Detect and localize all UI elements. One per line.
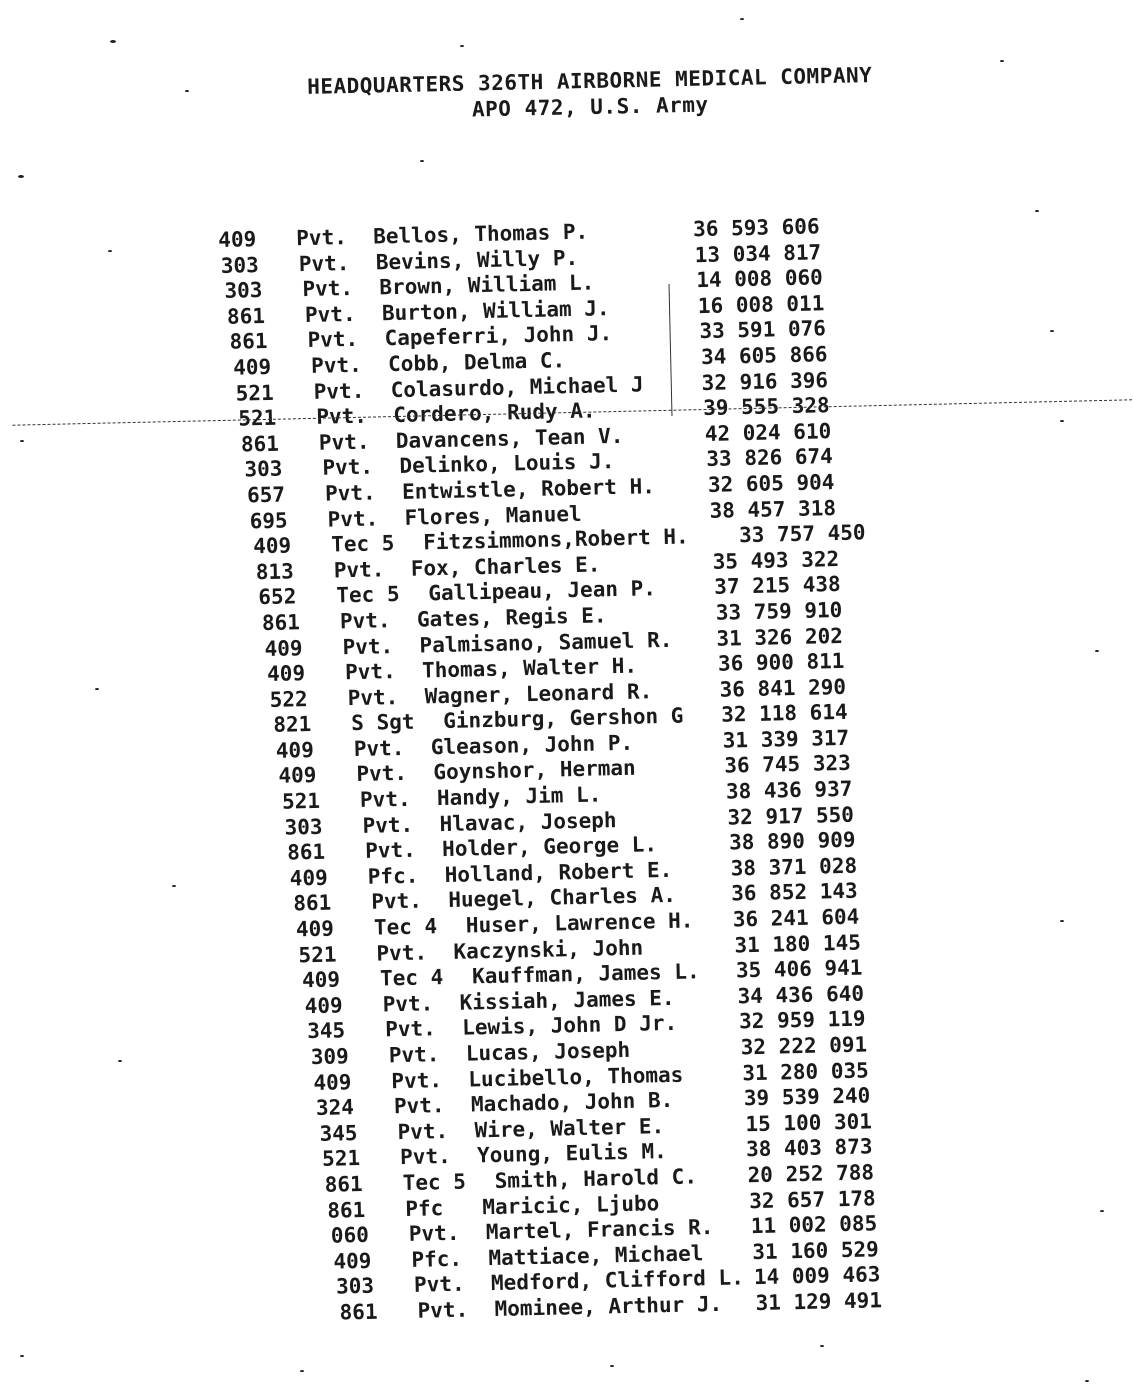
roster-serial: 14 008 060 (696, 265, 823, 293)
roster-rank: Pvt. (324, 480, 376, 506)
roster-name: Flores, Manuel (404, 501, 582, 530)
roster-serial: 38 436 937 (725, 776, 853, 804)
roster-name: Davancens, Tean V. (395, 423, 624, 453)
roster-name: Burton, William J. (381, 295, 610, 326)
roster-code: 309 (310, 1044, 350, 1070)
roster-code: 409 (301, 967, 341, 993)
roster-code: 521 (281, 788, 321, 814)
scan-speck (1085, 1380, 1089, 1382)
roster-rank: Pvt. (344, 659, 396, 685)
scan-speck (118, 1060, 122, 1062)
roster-code: 303 (244, 456, 283, 482)
roster-name: Cordero, Rudy A. (393, 398, 596, 428)
roster-code: 521 (321, 1146, 361, 1172)
roster-code: 861 (229, 329, 268, 355)
roster-rank: Pvt. (307, 327, 359, 353)
header-subtitle: APO 472, U.S. Army (471, 92, 709, 122)
roster-name: Smith, Harold C. (494, 1164, 698, 1193)
roster-code: 521 (235, 380, 274, 406)
roster-name: Goynshor, Herman (433, 756, 636, 785)
roster-rank: Tec 5 (330, 531, 395, 557)
roster-serial: 16 008 011 (697, 291, 825, 318)
roster-serial: 32 917 550 (727, 802, 855, 830)
roster-serial: 31 326 202 (716, 623, 844, 651)
scan-speck (185, 90, 189, 92)
roster-name: Martel, Francis R. (485, 1215, 714, 1245)
roster-code: 813 (255, 559, 295, 584)
roster-serial: 11 002 085 (750, 1211, 878, 1239)
scan-speck (1060, 420, 1064, 422)
roster-name: Fox, Charles E. (410, 552, 601, 581)
roster-code: 652 (258, 584, 297, 610)
scan-speck (1000, 60, 1004, 62)
roster-code: 409 (333, 1248, 372, 1274)
roster-name: Holland, Robert E. (444, 857, 673, 887)
scan-speck (18, 175, 24, 178)
document-header (180, 59, 1001, 128)
roster-name: Brown, William L. (379, 270, 595, 300)
roster-name: Gallipeau, Jean P. (428, 576, 657, 606)
scan-speck (460, 45, 464, 47)
roster-rank: Pvt. (397, 1118, 449, 1144)
roster-code: 861 (293, 891, 332, 916)
roster-serial: 38 403 873 (745, 1134, 873, 1162)
roster-serial: 35 406 941 (735, 955, 863, 983)
roster-code: 521 (298, 942, 337, 967)
scan-speck (820, 1345, 824, 1347)
roster-rank: Pvt. (413, 1272, 465, 1298)
roster-serial: 36 852 143 (730, 879, 858, 906)
roster-serial: 32 605 904 (707, 470, 835, 497)
roster-rank: Pvt. (382, 991, 434, 1017)
roster-code: 409 (232, 354, 272, 380)
scan-speck (420, 160, 424, 162)
roster-code: 521 (238, 405, 277, 431)
scan-speck (610, 1365, 614, 1367)
roster-serial: 36 593 606 (692, 214, 820, 242)
roster-name: Colasurdo, Michael J (390, 371, 644, 402)
roster-name: Ginzburg, Gershon G (442, 703, 684, 734)
roster-rank: Pvt. (333, 557, 385, 583)
roster-rank: Pfc. (367, 863, 419, 889)
roster-rank: Pvt. (371, 888, 423, 915)
roster-rank: Pvt. (384, 1016, 437, 1042)
roster-code: 345 (319, 1120, 358, 1146)
roster-code: 861 (286, 839, 326, 865)
scan-speck (108, 250, 112, 252)
roster-rank: Pvt. (362, 812, 414, 838)
scan-speck (110, 40, 116, 43)
roster-serial: 32 222 091 (740, 1032, 868, 1060)
scan-speck (300, 1370, 304, 1372)
roster-name: Mattiace, Michael (488, 1241, 704, 1270)
roster-serial: 34 605 866 (700, 342, 828, 370)
roster-rank: Pvt. (388, 1042, 440, 1068)
roster-rank: Pvt. (342, 633, 394, 659)
roster-rank: Pvt. (302, 276, 354, 302)
roster-serial: 31 339 317 (722, 725, 850, 753)
scan-speck (740, 18, 744, 20)
roster-name: Wire, Walter E. (474, 1113, 665, 1143)
roster-code: 409 (252, 533, 292, 559)
roster-serial: 20 252 788 (747, 1160, 875, 1188)
roster-rank: Pvt. (318, 429, 370, 455)
roster-serial: 31 129 491 (755, 1288, 883, 1316)
roster-code: 409 (264, 635, 303, 661)
roster-name: Huser, Lawrence H. (465, 908, 694, 938)
roster-rank: Pvt. (408, 1220, 460, 1247)
scan-speck (1060, 920, 1064, 922)
roster-name: Lucas, Joseph (465, 1037, 631, 1066)
roster-name: Machado, John B. (470, 1088, 674, 1117)
scan-speck (172, 885, 176, 887)
roster-rank: Pvt. (310, 352, 362, 378)
roster-serial: 34 436 640 (737, 981, 865, 1009)
roster-code: 303 (220, 252, 260, 278)
roster-serial: 37 215 438 (714, 572, 841, 600)
roster-rank: Pvt. (353, 735, 405, 761)
roster-name: Gleason, John P. (430, 730, 634, 760)
roster-code: 060 (330, 1222, 370, 1248)
roster-rank: Pvt. (298, 250, 350, 276)
roster-rank: Pvt. (391, 1067, 443, 1093)
roster-rank: Pvt. (359, 786, 411, 812)
roster-name: Delinko, Louis J. (399, 449, 615, 479)
roster-serial: 31 180 145 (734, 930, 862, 958)
roster-serial: 32 657 178 (748, 1185, 876, 1213)
roster-rank: Pvt. (339, 608, 391, 634)
roster-rank: Pvt. (304, 301, 356, 327)
roster-code: 303 (335, 1274, 375, 1299)
header-title: HEADQUARTERS 326TH AIRBORNE MEDICAL COMPANY (306, 63, 873, 99)
roster-code: 861 (327, 1197, 366, 1223)
roster-serial: 13 034 817 (694, 239, 822, 267)
roster-name: Gates, Regis E. (416, 603, 607, 632)
roster-serial: 38 890 909 (728, 827, 856, 855)
roster-code: 522 (269, 686, 308, 712)
roster-code: 861 (339, 1299, 378, 1325)
roster-serial: 36 900 811 (717, 648, 845, 676)
scan-speck (1100, 1210, 1104, 1212)
roster-name: Bellos, Thomas P. (372, 219, 589, 249)
roster-serial: 33 591 076 (699, 316, 827, 344)
roster-list (218, 212, 943, 1328)
roster-serial: 35 493 322 (712, 546, 840, 574)
roster-name: Holder, George L. (441, 832, 658, 862)
roster-name: Entwistle, Robert H. (401, 474, 656, 504)
roster-code: 409 (289, 865, 328, 891)
roster-serial: 39 555 328 (702, 393, 830, 421)
roster-rank: Tec 4 (379, 965, 444, 991)
roster-name: Mominee, Arthur J. (494, 1291, 723, 1321)
roster-code: 409 (266, 661, 306, 687)
roster-code: 345 (306, 1018, 346, 1044)
roster-rank: Pvt. (327, 505, 379, 532)
roster-serial: 36 841 290 (719, 674, 847, 702)
roster-rank: Pvt. (322, 454, 374, 481)
roster-code: 409 (278, 763, 317, 789)
roster-code: 324 (315, 1095, 355, 1121)
roster-code: 695 (249, 508, 288, 533)
roster-rank: Pvt. (417, 1297, 469, 1323)
roster-rank: Pvt. (347, 684, 399, 710)
roster-name: Palmisano, Samuel R. (419, 627, 673, 658)
roster-code: 409 (304, 993, 343, 1019)
roster-code: 821 (273, 712, 312, 738)
roster-name: Lewis, John D Jr. (461, 1011, 678, 1041)
roster-code: 409 (295, 916, 335, 942)
roster-name: Maricic, Ljubo (482, 1190, 660, 1219)
roster-serial: 38 457 318 (709, 495, 837, 523)
roster-code: 409 (313, 1069, 352, 1095)
roster-code: 409 (275, 737, 315, 763)
roster-code: 303 (284, 814, 323, 840)
roster-name: Fitzsimmons,Robert H. (422, 524, 689, 555)
roster-name: Hlavac, Joseph (439, 807, 617, 836)
scan-speck (20, 1355, 24, 1357)
roster-code: 861 (226, 303, 266, 329)
roster-rank: Pfc. (411, 1246, 463, 1272)
roster-code: 303 (224, 278, 263, 304)
scan-speck (95, 688, 99, 690)
scan-speck (1050, 330, 1054, 332)
roster-serial: 31 280 035 (742, 1058, 869, 1085)
roster-rank: Pvt. (356, 761, 408, 787)
roster-rank: Tec 5 (336, 582, 400, 608)
roster-rank: Tec 5 (402, 1169, 467, 1196)
roster-serial: 32 916 396 (701, 367, 829, 395)
roster-serial: 36 241 604 (732, 904, 860, 932)
roster-name: Bevins, Willy P. (375, 245, 579, 275)
roster-rank: Pvt. (399, 1144, 451, 1170)
roster-code: 861 (261, 610, 301, 636)
roster-name: Capeferri, John J. (384, 321, 613, 351)
roster-code: 861 (240, 431, 280, 457)
roster-name: Handy, Jim L. (436, 782, 602, 811)
roster-name: Medford, Clifford L. (490, 1265, 745, 1296)
roster-serial: 14 009 463 (753, 1262, 881, 1290)
roster-serial: 33 757 450 (738, 520, 866, 548)
roster-rank: Pvt. (376, 940, 428, 966)
roster-serial: 38 371 028 (730, 853, 858, 881)
roster-name: Wagner, Leonard R. (424, 678, 653, 709)
roster-rank: Pvt. (393, 1093, 445, 1119)
roster-rank: Pvt. (364, 837, 417, 864)
roster-rank: Pvt. (313, 378, 365, 404)
roster-code: 657 (246, 482, 286, 508)
roster-serial: 42 024 610 (704, 418, 832, 446)
roster-name: Cobb, Delma C. (387, 348, 566, 377)
roster-rank: Tec 4 (373, 914, 438, 940)
roster-rank: Pvt. (295, 225, 348, 251)
scan-speck (20, 440, 24, 442)
roster-name: Huegel, Charles A. (448, 883, 677, 913)
roster-name: Kaczynski, John (453, 935, 644, 964)
roster-serial: 39 539 240 (743, 1083, 871, 1111)
roster-code: 861 (324, 1171, 363, 1197)
scan-speck (1095, 650, 1099, 652)
roster-serial: 32 118 614 (720, 700, 848, 727)
scan-speck (1035, 210, 1039, 212)
roster-name: Kauffman, James L. (471, 959, 700, 989)
roster-rank: Pfc (405, 1195, 444, 1221)
roster-rank: S Sgt (351, 709, 415, 736)
roster-serial: 33 826 674 (706, 444, 834, 472)
roster-rank: Pvt. (316, 403, 368, 429)
roster-name: Thomas, Walter H. (421, 653, 638, 683)
roster-serial: 32 959 119 (738, 1006, 866, 1034)
roster-serial: 36 745 323 (724, 751, 852, 779)
roster-name: Kissiah, James E. (459, 985, 675, 1015)
roster-code: 409 (218, 227, 257, 252)
roster-name: Lucibello, Thomas (468, 1062, 684, 1092)
roster-serial: 33 759 910 (715, 597, 843, 625)
roster-name: Young, Eulis M. (476, 1139, 667, 1168)
roster-serial: 31 160 529 (752, 1237, 880, 1264)
roster-serial: 15 100 301 (745, 1109, 873, 1137)
